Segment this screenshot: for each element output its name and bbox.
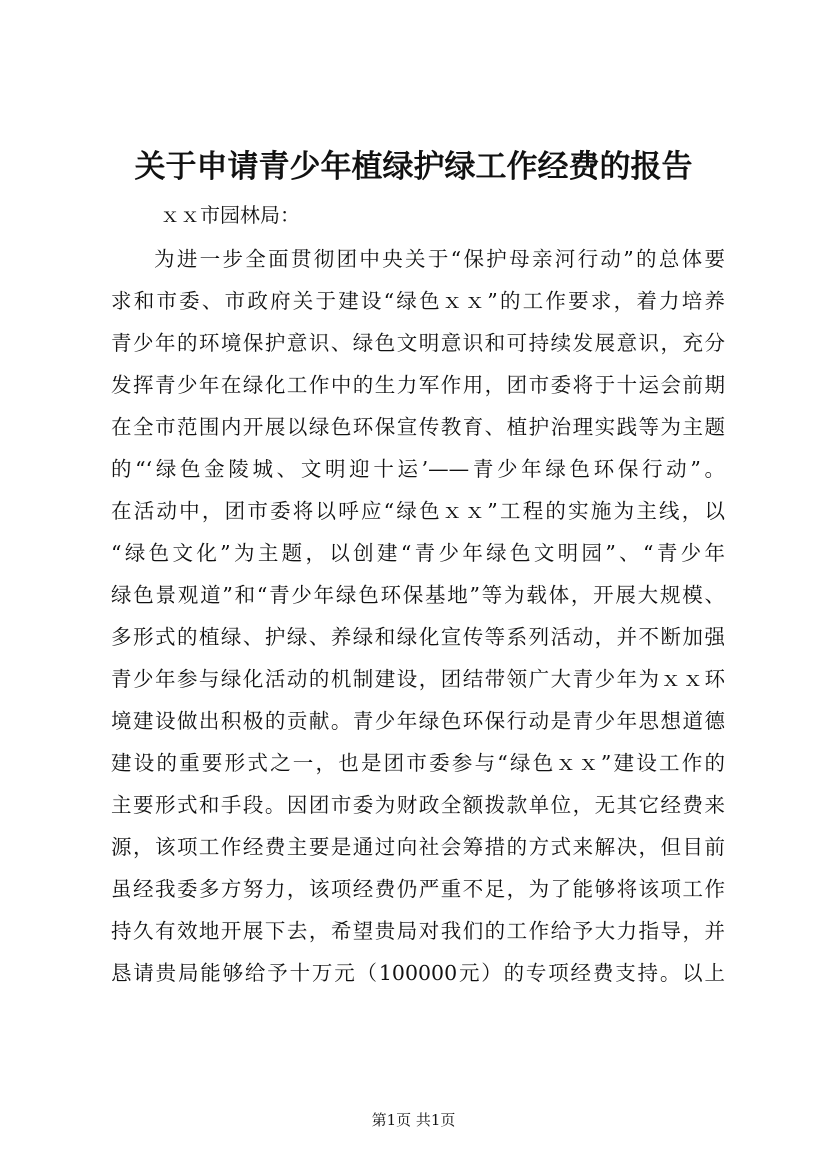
body-line: 求和市委、市政府关于建设“绿色ｘｘ”的工作要求，着力培养 bbox=[111, 289, 725, 313]
document-title: 关于申请青少年植绿护绿工作经费的报告 bbox=[134, 149, 693, 185]
body-line: 多形式的植绿、护绿、养绿和绿化宣传等系列活动，并不断加强 bbox=[111, 625, 725, 649]
body-line: 主要形式和手段。因团市委为财政全额拨款单位，无其它经费来 bbox=[111, 793, 725, 817]
body-line: 源，该项工作经费主要是通过向社会筹措的方式来解决，但目前 bbox=[111, 835, 725, 859]
body-line: 的“‘绿色金陵城、文明迎十运’——青少年绿色环保行动”。 bbox=[111, 457, 725, 481]
body-line: 青少年参与绿化活动的机制建设，团结带领广大青少年为ｘｘ环 bbox=[111, 667, 725, 691]
body-line: 虽经我委多方努力，该项经费仍严重不足，为了能够将该项工作 bbox=[111, 877, 725, 901]
body-paragraph bbox=[111, 238, 725, 994]
page-footer: 第1页 共1页 bbox=[371, 1111, 456, 1129]
body-line: 在全市范围内开展以绿色环保宣传教育、植护治理实践等为主题 bbox=[111, 415, 725, 439]
body-line: 为进一步全面贯彻团中央关于“保护母亲河行动”的总体要 bbox=[154, 247, 725, 271]
body-line: 青少年的环境保护意识、绿色文明意识和可持续发展意识，充分 bbox=[111, 331, 725, 355]
body-line: 绿色景观道”和“青少年绿色环保基地”等为载体，开展大规模、 bbox=[111, 583, 725, 607]
body-line: “绿色文化”为主题，以创建“青少年绿色文明园”、“青少年 bbox=[111, 541, 725, 565]
body-line: 建设的重要形式之一，也是团市委参与“绿色ｘｘ”建设工作的 bbox=[111, 751, 725, 775]
body-line: 发挥青少年在绿化工作中的生力军作用，团市委将于十运会前期 bbox=[111, 373, 725, 397]
body-line: 恳请贵局能够给予十万元（100000元）的专项经费支持。以上 bbox=[111, 961, 725, 985]
body-line: 持久有效地开展下去，希望贵局对我们的工作给予大力指导，并 bbox=[111, 919, 725, 943]
body-line: 境建设做出积极的贡献。青少年绿色环保行动是青少年思想道德 bbox=[111, 709, 725, 733]
body-line: 在活动中，团市委将以呼应“绿色ｘｘ”工程的实施为主线，以 bbox=[111, 499, 725, 523]
salutation: ｘｘ市园林局： bbox=[160, 203, 300, 227]
